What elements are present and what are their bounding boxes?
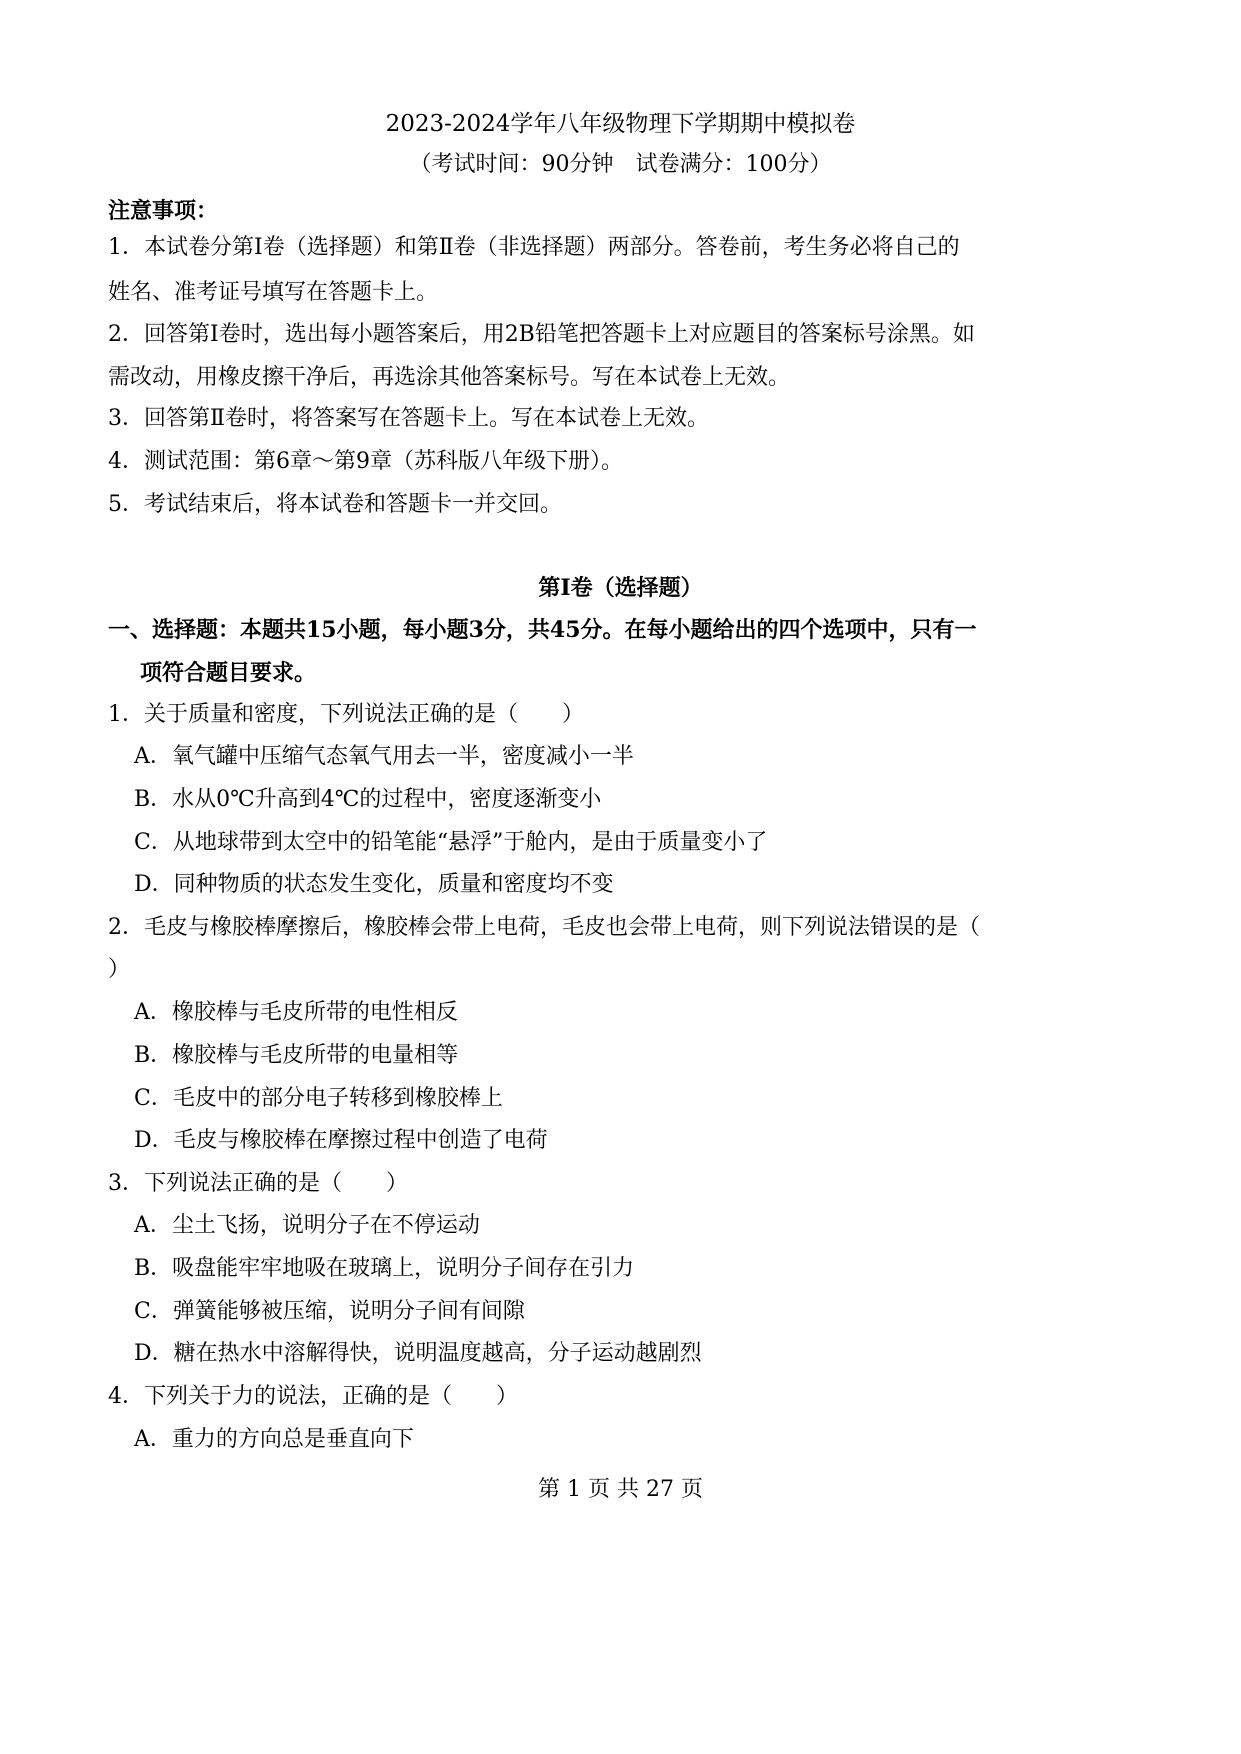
question-stem-cont: ） (108, 957, 131, 982)
notice-line: 姓名、准考证号填写在答题卡上。 (108, 280, 439, 305)
notice-line: 需改动，用橡皮擦干净后，再选涂其他答案标号。写在本试卷上无效。 (108, 365, 791, 390)
section-title: 第Ⅰ卷（选择题） (538, 575, 703, 601)
question-stem: 4．下列关于力的说法，正确的是（ ） (108, 1384, 518, 1409)
notice-line: 2．回答第Ⅰ卷时，选出每小题答案后，用2B铅笔把答题卡上对应题目的答案标号涂黑。如 (108, 322, 975, 347)
question-option: D．毛皮与橡胶棒在摩擦过程中创造了电荷 (134, 1128, 548, 1153)
question-stem: 1．关于质量和密度，下列说法正确的是（ ） (108, 702, 584, 727)
question-option: A．尘土飞扬，说明分子在不停运动 (134, 1213, 480, 1238)
section-instruction: 一、选择题：本题共15小题，每小题3分，共45分。在每小题给出的四个选项中，只有一 (108, 617, 977, 643)
question-option: B．吸盘能牢牢地吸在玻璃上，说明分子间存在引力 (134, 1256, 635, 1281)
notice-line: 4．测试范围：第6章～第9章（苏科版八年级下册）。 (108, 449, 623, 474)
question-option: D．同种物质的状态发生变化，质量和密度均不变 (134, 872, 614, 897)
question-option: A．橡胶棒与毛皮所带的电性相反 (134, 1000, 458, 1025)
notice-line: 5．考试结束后，将本试卷和答题卡一并交回。 (108, 492, 562, 517)
notice-line: 1．本试卷分第Ⅰ卷（选择题）和第Ⅱ卷（非选择题）两部分。答卷前，考生务必将自己的 (108, 235, 960, 260)
question-option: B．水从0℃升高到4℃的过程中，密度逐渐变小 (134, 787, 602, 812)
question-stem: 2．毛皮与橡胶棒摩擦后，橡胶棒会带上电荷，毛皮也会带上电荷，则下列说法错误的是（ (108, 915, 981, 940)
section-instruction: 项符合题目要求。 (140, 660, 317, 686)
question-option: C．毛皮中的部分电子转移到橡胶棒上 (134, 1086, 503, 1111)
question-option: C．弹簧能够被压缩，说明分子间有间隙 (134, 1299, 525, 1324)
notice-line: 3．回答第Ⅱ卷时，将答案写在答题卡上。写在本试卷上无效。 (108, 406, 709, 431)
exam-title: 2023-2024学年八年级物理下学期期中模拟卷 (385, 111, 856, 137)
question-option: C．从地球带到太空中的铅笔能“悬浮”于舱内，是由于质量变小了 (134, 830, 768, 855)
question-option: D．糖在热水中溶解得快，说明温度越高，分子运动越剧烈 (134, 1341, 702, 1366)
question-option: A．重力的方向总是垂直向下 (134, 1427, 414, 1452)
question-option: A．氧气罐中压缩气态氧气用去一半，密度减小一半 (134, 744, 634, 769)
page-number: 第 1 页 共 27 页 (538, 1477, 703, 1502)
question-stem: 3．下列说法正确的是（ ） (108, 1171, 408, 1196)
exam-subtitle: （考试时间：90分钟 试卷满分：100分） (409, 152, 832, 177)
question-option: B．橡胶棒与毛皮所带的电量相等 (134, 1043, 459, 1068)
notice-heading: 注意事项： (108, 198, 219, 224)
